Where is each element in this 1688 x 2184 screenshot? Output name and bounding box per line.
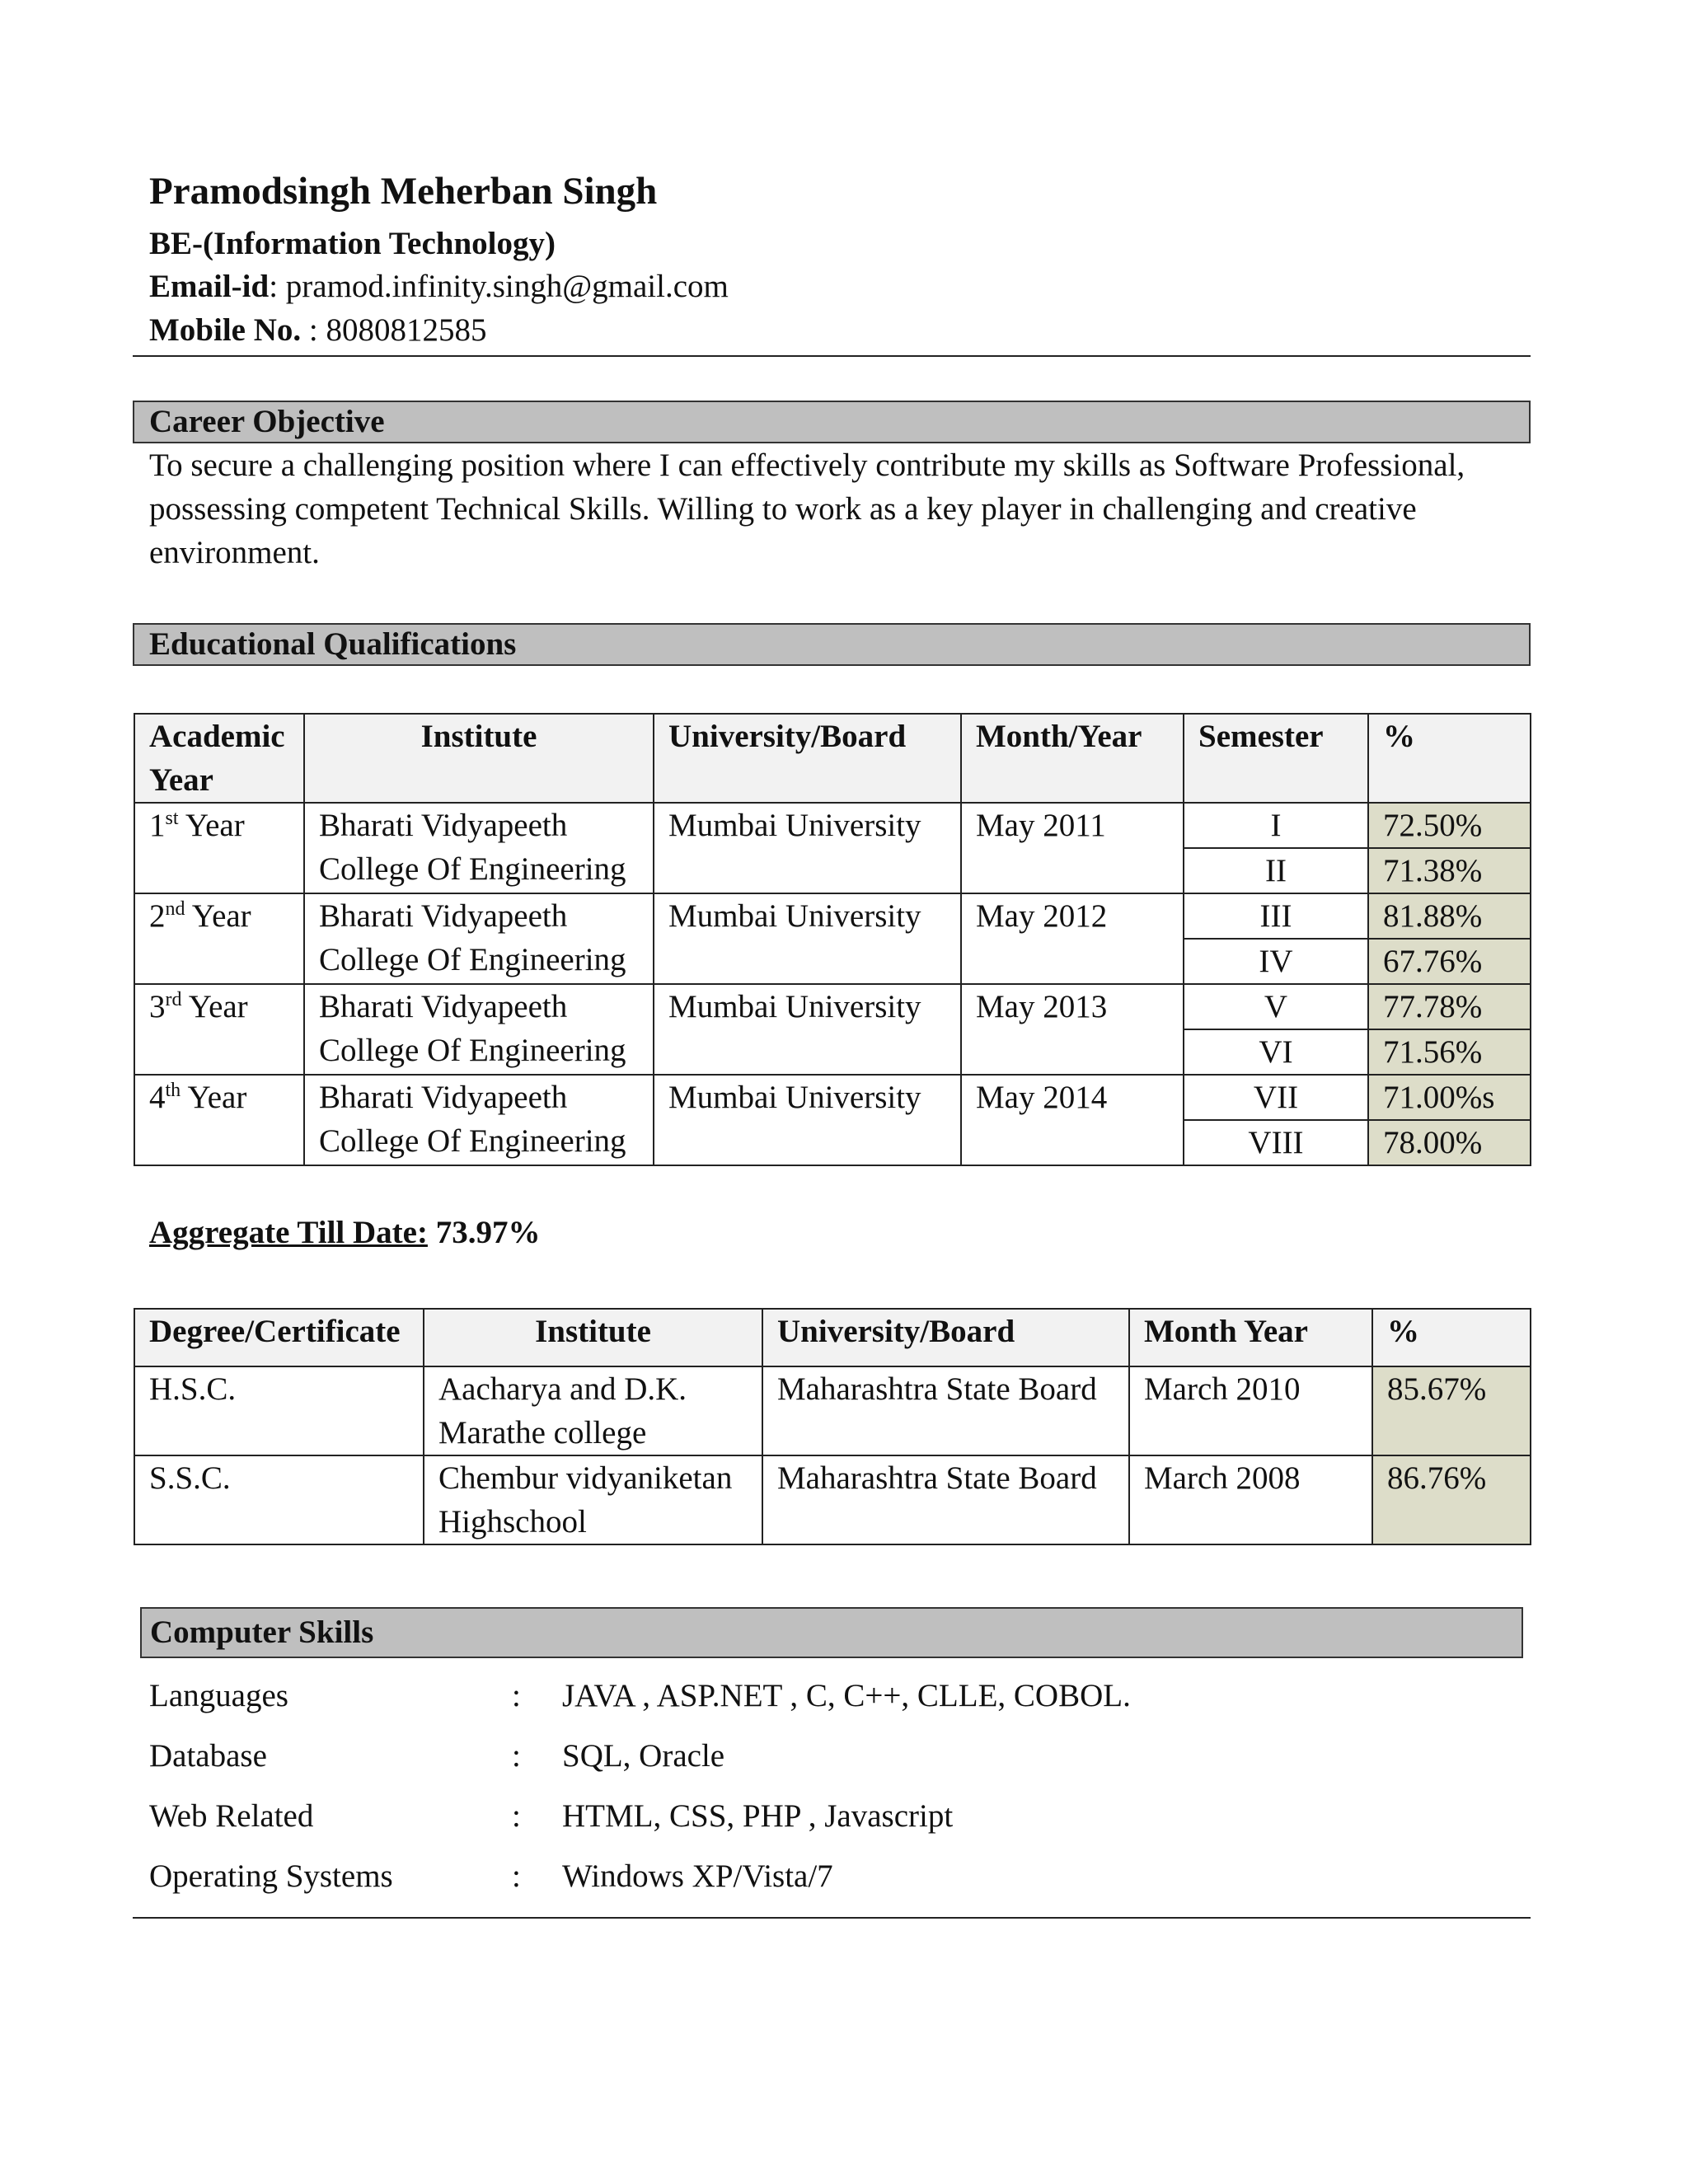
skill-separator: :	[512, 1738, 521, 1774]
col-institute: Institute	[424, 1309, 762, 1366]
institute: Bharati Vidyapeeth College Of Engineering	[304, 1075, 654, 1165]
semester: V	[1184, 984, 1368, 1029]
percentage: 71.00%s	[1368, 1075, 1531, 1120]
university: Mumbai University	[654, 893, 961, 984]
skill-value: HTML, CSS, PHP , Javascript	[562, 1798, 954, 1834]
col-university: University/Board	[654, 714, 961, 803]
percentage: 71.38%	[1368, 848, 1531, 893]
email-label: Email-id	[149, 269, 270, 304]
academic-year: 3rd Year	[134, 984, 304, 1075]
degree: BE-(Information Technology)	[149, 226, 556, 261]
percentage: 85.67%	[1372, 1366, 1531, 1455]
table-row	[134, 893, 1531, 939]
career-objective-heading: Career Objective	[133, 401, 1531, 443]
school-table	[134, 1308, 1531, 1545]
skill-value: JAVA , ASP.NET , C, C++, CLLE, COBOL.	[562, 1678, 1131, 1713]
institute: Bharati Vidyapeeth College Of Engineering	[304, 984, 654, 1075]
skill-separator: :	[512, 1798, 521, 1834]
academic-year: 2nd Year	[134, 893, 304, 984]
education-table	[134, 713, 1531, 1166]
table-row	[134, 1075, 1531, 1120]
month-year: May 2014	[961, 1075, 1184, 1165]
col-semester: Semester	[1184, 714, 1368, 803]
month-year: March 2008	[1129, 1455, 1372, 1544]
academic-year: 4th Year	[134, 1075, 304, 1165]
skill-label: Operating Systems	[149, 1858, 393, 1894]
col-month-year: Month/Year	[961, 714, 1184, 803]
institute: Chembur vidyaniketan Highschool	[424, 1455, 762, 1544]
mobile-label: Mobile No.	[149, 312, 302, 348]
school-header-row	[134, 1309, 1531, 1366]
education-heading: Educational Qualifications	[133, 623, 1531, 666]
month-year: May 2013	[961, 984, 1184, 1075]
email-value: : pramod.infinity.singh@gmail.com	[269, 269, 729, 304]
institute: Bharati Vidyapeeth College Of Engineering	[304, 893, 654, 984]
percentage: 77.78%	[1368, 984, 1531, 1029]
table-row	[134, 984, 1531, 1029]
degree: H.S.C.	[134, 1366, 424, 1455]
col-month-year: Month Year	[1129, 1309, 1372, 1366]
skill-value: SQL, Oracle	[562, 1738, 725, 1774]
col-percent: %	[1372, 1309, 1531, 1366]
skill-label: Database	[149, 1738, 267, 1774]
header-divider	[133, 355, 1531, 357]
skill-separator: :	[512, 1858, 521, 1894]
semester: VI	[1184, 1029, 1368, 1075]
semester: III	[1184, 893, 1368, 939]
table-row	[134, 803, 1531, 848]
month-year: May 2012	[961, 893, 1184, 984]
col-academic-year: Academic Year	[134, 714, 304, 803]
board: Maharashtra State Board	[762, 1366, 1129, 1455]
university: Mumbai University	[654, 803, 961, 893]
percentage: 71.56%	[1368, 1029, 1531, 1075]
month-year: May 2011	[961, 803, 1184, 893]
candidate-name: Pramodsingh Meherban Singh	[149, 170, 658, 213]
computer-skills-heading: Computer Skills	[140, 1607, 1523, 1658]
academic-year: 1st Year	[134, 803, 304, 893]
table-row	[134, 1366, 1531, 1455]
semester: I	[1184, 803, 1368, 848]
career-objective-text: To secure a challenging position where I can effectively contribute my skills as Software Professional, possessing competent Technical Skills. Willing to work as a key player in challenging and creative environment.	[149, 448, 1465, 570]
percentage: 67.76%	[1368, 939, 1531, 984]
col-board: University/Board	[762, 1309, 1129, 1366]
percentage: 81.88%	[1368, 893, 1531, 939]
aggregate-label: Aggregate Till Date:	[149, 1215, 428, 1250]
institute: Aacharya and D.K. Marathe college	[424, 1366, 762, 1455]
percentage: 72.50%	[1368, 803, 1531, 848]
aggregate-value: 73.97%	[427, 1215, 541, 1250]
degree: S.S.C.	[134, 1455, 424, 1544]
university: Mumbai University	[654, 1075, 961, 1165]
semester: VIII	[1184, 1120, 1368, 1165]
education-header-row	[134, 714, 1531, 803]
semester: VII	[1184, 1075, 1368, 1120]
email-line	[149, 268, 729, 305]
col-percent: %	[1368, 714, 1531, 803]
table-row	[134, 1455, 1531, 1544]
month-year: March 2010	[1129, 1366, 1372, 1455]
percentage: 78.00%	[1368, 1120, 1531, 1165]
col-degree: Degree/Certificate	[134, 1309, 424, 1366]
mobile-line	[149, 312, 487, 349]
footer-divider	[133, 1917, 1531, 1919]
skill-label: Languages	[149, 1678, 288, 1713]
col-institute: Institute	[304, 714, 654, 803]
institute: Bharati Vidyapeeth College Of Engineering	[304, 803, 654, 893]
aggregate	[149, 1214, 540, 1251]
percentage: 86.76%	[1372, 1455, 1531, 1544]
skill-label: Web Related	[149, 1798, 314, 1834]
skill-separator: :	[512, 1678, 521, 1713]
university: Mumbai University	[654, 984, 961, 1075]
semester: II	[1184, 848, 1368, 893]
mobile-value: : 8080812585	[301, 312, 487, 348]
board: Maharashtra State Board	[762, 1455, 1129, 1544]
semester: IV	[1184, 939, 1368, 984]
skill-value: Windows XP/Vista/7	[562, 1858, 833, 1894]
